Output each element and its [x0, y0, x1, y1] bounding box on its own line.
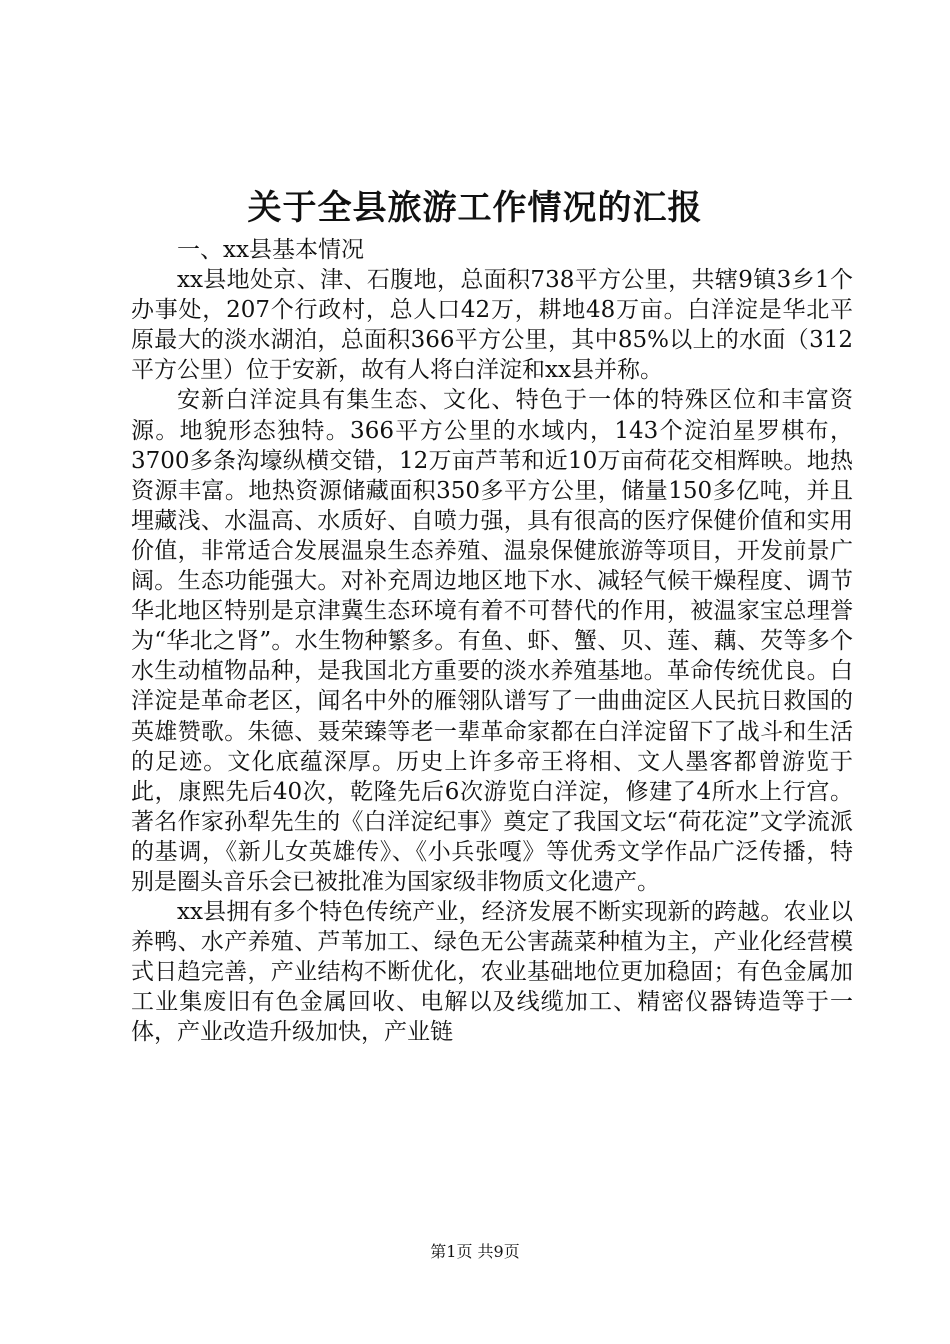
section-heading: 一、xx县基本情况 [177, 237, 364, 263]
page-number-footer: 第1页 共9页 [430, 1242, 520, 1261]
body-paragraph: 安新白洋淀具有集生态、文化、特色于一体的特殊区位和丰富资源。地貌形态独特。366平方公里的水域内，143个淀泊星罗棋布，3700多条沟壕纵横交错，12万亩芦苇和近10万亩荷花交相辉映。地热资源丰富。地热资源储藏面积350多平方公里，储量150多亿吨，并且埋藏浅、水温高、水质好、自喷力强，具有很高的医疗保健价值和实用价值，非常适合发展温泉生态养殖、温泉保健旅游等项目，开发前景广阔。生态功能强大。对补充周边地区地下水、减轻气候干燥程度、调节华北地区特别是京津冀生态环境有着不可替代的作用，被温家宝总理誉为“华北之肾”。水生物种繁多。有鱼、虾、蟹、贝、莲、藕、芡等多个水生动植物品种，是我国北方重要的淡水养殖基地。革命传统优良。白洋淀是革命老区，闻名中外的雁翎队谱写了一曲曲淀区人民抗日救国的英雄赞歌。朱德、聂荣臻等老一辈革命家都在白洋淀留下了战斗和生活的足迹。文化底蕴深厚。历史上许多帝王将相、文人墨客都曾游览于此，康熙先后40次，乾隆先后6次游览白洋淀，修建了4所水上行宫。著名作家孙犁先生的《白洋淀纪事》奠定了我国文坛“荷花淀”文学流派的基调，《新儿女英雄传》、《小兵张嘎》等优秀文学作品广泛传播，特别是圈头音乐会已被批准为国家级非物质文化遗产。 [131, 387, 853, 895]
body-paragraph: xx县地处京、津、石腹地，总面积738平方公里，共辖9镇3乡1个办事处，207个行政村，总人口42万，耕地48万亩。白洋淀是华北平原最大的淡水湖泊，总面积366平方公里，其中85%以上的水面（312平方公里）位于安新，故有人将白洋淀和xx县并称。 [131, 267, 853, 384]
document-body [131, 235, 853, 1048]
document-title: 关于全县旅游工作情况的汇报 [247, 188, 703, 228]
body-paragraph: xx县拥有多个特色传统产业，经济发展不断实现新的跨越。农业以养鸭、水产养殖、芦苇加工、绿色无公害蔬菜种植为主，产业化经营模式日趋完善，产业结构不断优化，农业基础地位更加稳固；有色金属加工业集废旧有色金属回收、电解以及线缆加工、精密仪器铸造等于一体，产业改造升级加快，产业链 [131, 899, 853, 1046]
